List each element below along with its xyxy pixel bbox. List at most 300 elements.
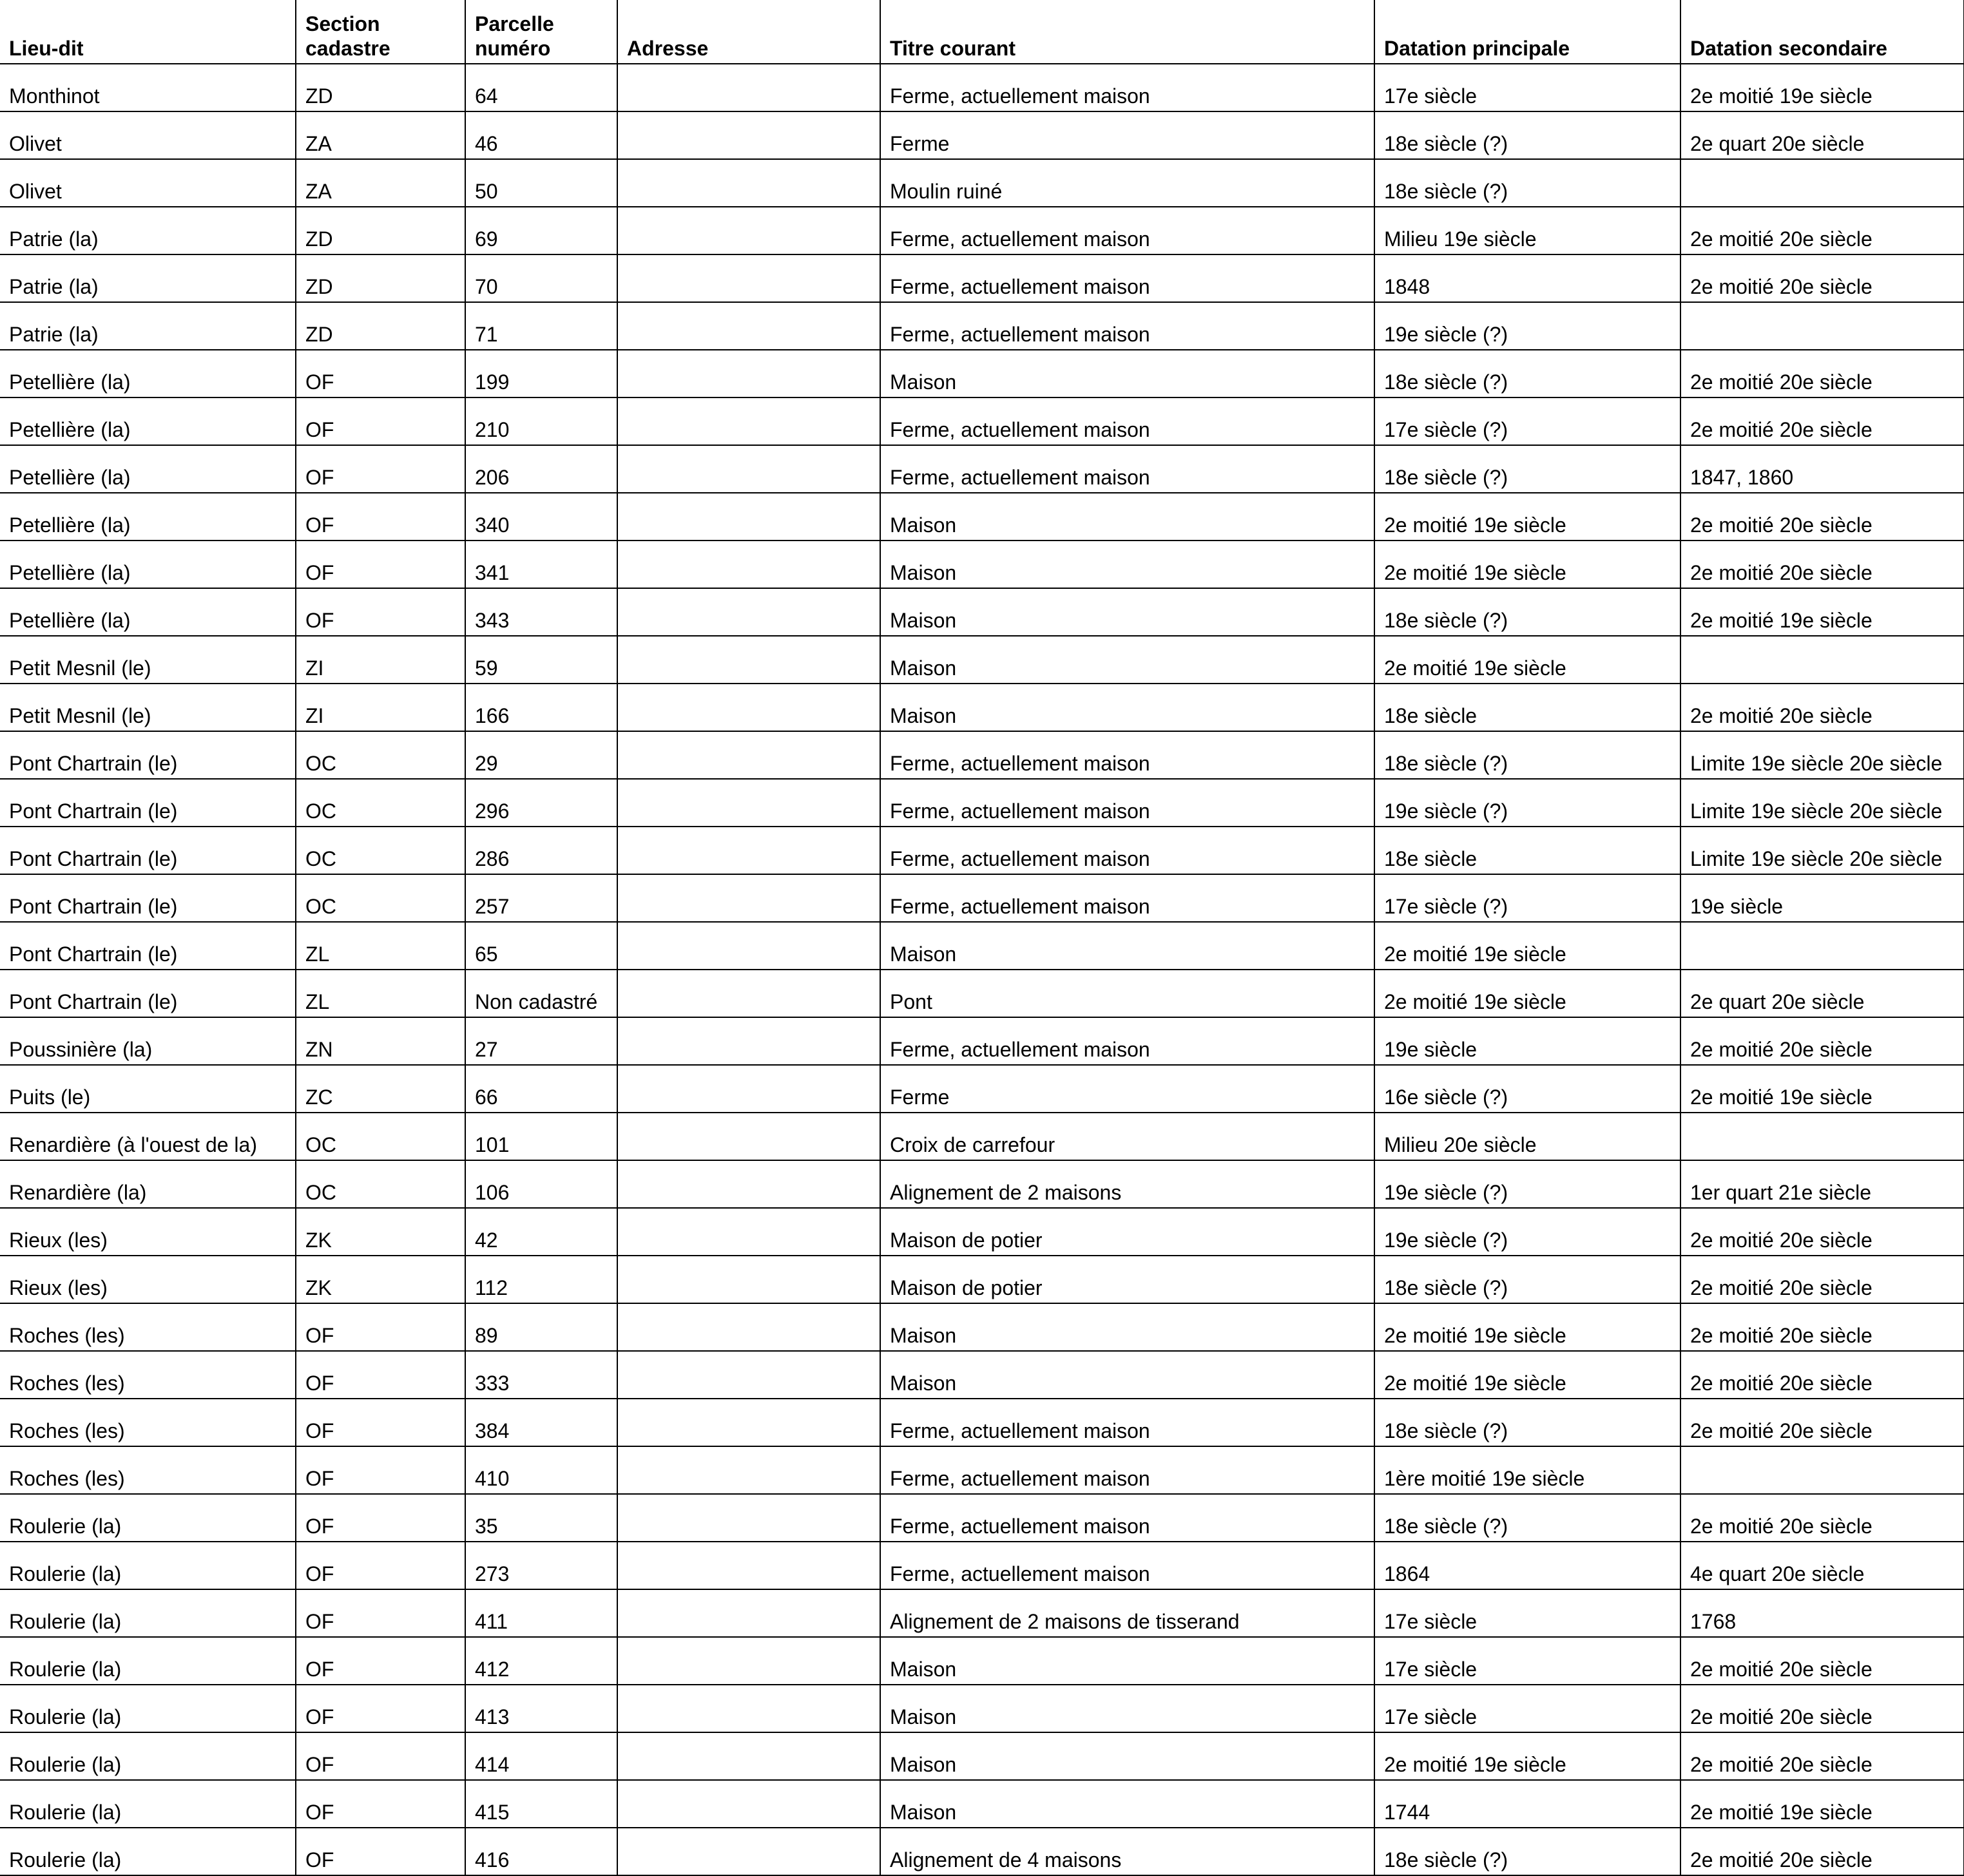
header-lieu-dit: Lieu-dit [0, 0, 296, 64]
table-row [0, 445, 1964, 493]
cell-adresse [617, 684, 880, 731]
cell-datation-principale: 1ère moitié 19e siècle [1374, 1446, 1680, 1494]
cell-titre: Alignement de 4 maisons [880, 1828, 1374, 1875]
cell-datation-principale: 18e siècle (?) [1374, 445, 1680, 493]
cell-section: ZC [296, 1065, 465, 1113]
cell-section: ZK [296, 1208, 465, 1256]
cell-datation-secondaire: 19e siècle [1680, 874, 1964, 922]
cell-parcelle: 112 [465, 1256, 617, 1303]
cell-titre: Ferme, actuellement maison [880, 1542, 1374, 1589]
cell-lieu-dit: Pont Chartrain (le) [0, 874, 296, 922]
table-row [0, 1780, 1964, 1828]
cell-titre: Maison [880, 541, 1374, 588]
cell-datation-principale: 2e moitié 19e siècle [1374, 922, 1680, 970]
cell-titre: Moulin ruiné [880, 159, 1374, 207]
cell-lieu-dit: Roches (les) [0, 1446, 296, 1494]
cell-parcelle: 210 [465, 397, 617, 445]
cell-section: OF [296, 1732, 465, 1780]
cell-section: ZL [296, 970, 465, 1017]
cell-parcelle: 46 [465, 111, 617, 159]
cell-section: ZL [296, 922, 465, 970]
cell-lieu-dit: Pont Chartrain (le) [0, 779, 296, 827]
cell-titre: Maison [880, 588, 1374, 636]
cell-titre: Maison [880, 1351, 1374, 1399]
cell-datation-principale: 2e moitié 19e siècle [1374, 493, 1680, 541]
table-row [0, 397, 1964, 445]
cell-adresse [617, 1208, 880, 1256]
cell-lieu-dit: Petit Mesnil (le) [0, 684, 296, 731]
table-row [0, 1828, 1964, 1875]
cell-parcelle: 412 [465, 1637, 617, 1685]
cell-titre: Ferme, actuellement maison [880, 302, 1374, 350]
cell-adresse [617, 1732, 880, 1780]
cell-datation-principale: 1864 [1374, 1542, 1680, 1589]
cell-adresse [617, 779, 880, 827]
cell-parcelle: 411 [465, 1589, 617, 1637]
header-titre-courant: Titre courant [880, 0, 1374, 64]
cell-datation-principale: 19e siècle [1374, 1017, 1680, 1065]
cell-adresse [617, 1303, 880, 1351]
header-adresse: Adresse [617, 0, 880, 64]
cell-adresse [617, 111, 880, 159]
cell-datation-secondaire: 2e moitié 20e siècle [1680, 1351, 1964, 1399]
cell-parcelle: 106 [465, 1160, 617, 1208]
cell-section: OF [296, 1780, 465, 1828]
cell-adresse [617, 922, 880, 970]
cell-titre: Ferme, actuellement maison [880, 207, 1374, 254]
table-row [0, 493, 1964, 541]
cell-adresse [617, 1256, 880, 1303]
table-row [0, 302, 1964, 350]
cell-section: ZD [296, 254, 465, 302]
cell-datation-secondaire: 2e moitié 20e siècle [1680, 1828, 1964, 1875]
cell-parcelle: 341 [465, 541, 617, 588]
cell-lieu-dit: Patrie (la) [0, 302, 296, 350]
cell-section: ZI [296, 684, 465, 731]
cell-datation-principale: 2e moitié 19e siècle [1374, 970, 1680, 1017]
cell-section: OC [296, 1113, 465, 1160]
cell-adresse [617, 1685, 880, 1732]
cell-datation-secondaire: 2e moitié 20e siècle [1680, 1732, 1964, 1780]
cell-datation-principale: 18e siècle (?) [1374, 1494, 1680, 1542]
table-row [0, 64, 1964, 111]
cell-adresse [617, 1113, 880, 1160]
cell-titre: Ferme [880, 1065, 1374, 1113]
cell-section: OF [296, 350, 465, 397]
cell-datation-principale: 2e moitié 19e siècle [1374, 636, 1680, 684]
header-section-cadastre: Section cadastre [296, 0, 465, 64]
table-row [0, 1351, 1964, 1399]
cell-adresse [617, 350, 880, 397]
cell-adresse [617, 1780, 880, 1828]
cell-parcelle: 69 [465, 207, 617, 254]
cell-parcelle: 66 [465, 1065, 617, 1113]
cell-datation-secondaire: 4e quart 20e siècle [1680, 1542, 1964, 1589]
cell-section: OF [296, 1637, 465, 1685]
cell-datation-secondaire [1680, 1446, 1964, 1494]
cell-datation-secondaire: 2e moitié 19e siècle [1680, 1780, 1964, 1828]
cell-parcelle: 343 [465, 588, 617, 636]
cell-datation-principale: 18e siècle (?) [1374, 1828, 1680, 1875]
cell-section: OF [296, 541, 465, 588]
cell-adresse [617, 1065, 880, 1113]
cell-section: OF [296, 1399, 465, 1446]
cell-lieu-dit: Olivet [0, 159, 296, 207]
cell-datation-secondaire: Limite 19e siècle 20e siècle [1680, 827, 1964, 874]
cell-lieu-dit: Petellière (la) [0, 493, 296, 541]
cell-lieu-dit: Roches (les) [0, 1351, 296, 1399]
cell-lieu-dit: Pont Chartrain (le) [0, 731, 296, 779]
table-row [0, 779, 1964, 827]
cell-section: ZD [296, 64, 465, 111]
cell-adresse [617, 1828, 880, 1875]
cell-section: OC [296, 779, 465, 827]
cell-titre: Maison [880, 1685, 1374, 1732]
cell-parcelle: 89 [465, 1303, 617, 1351]
table-row [0, 541, 1964, 588]
cell-titre: Ferme, actuellement maison [880, 64, 1374, 111]
header-datation-secondaire: Datation secondaire [1680, 0, 1964, 64]
cell-datation-principale: 1744 [1374, 1780, 1680, 1828]
cell-section: ZN [296, 1017, 465, 1065]
cell-datation-principale: 17e siècle [1374, 1685, 1680, 1732]
cell-adresse [617, 827, 880, 874]
cell-datation-principale: 2e moitié 19e siècle [1374, 1351, 1680, 1399]
cell-lieu-dit: Petellière (la) [0, 397, 296, 445]
cell-datation-principale: 17e siècle (?) [1374, 874, 1680, 922]
cell-adresse [617, 636, 880, 684]
cell-adresse [617, 159, 880, 207]
cell-datation-secondaire: 2e moitié 20e siècle [1680, 1017, 1964, 1065]
cell-lieu-dit: Petellière (la) [0, 350, 296, 397]
cell-lieu-dit: Roulerie (la) [0, 1685, 296, 1732]
cell-adresse [617, 874, 880, 922]
table-row [0, 1446, 1964, 1494]
cell-lieu-dit: Roches (les) [0, 1303, 296, 1351]
table-row [0, 1732, 1964, 1780]
table-row [0, 1017, 1964, 1065]
cell-datation-principale: 18e siècle (?) [1374, 731, 1680, 779]
cell-section: OF [296, 1446, 465, 1494]
cell-parcelle: 413 [465, 1685, 617, 1732]
cell-adresse [617, 1160, 880, 1208]
cell-datation-principale: 18e siècle [1374, 684, 1680, 731]
table-row [0, 1685, 1964, 1732]
table-row [0, 970, 1964, 1017]
table-row [0, 1160, 1964, 1208]
cell-datation-principale: 19e siècle (?) [1374, 1160, 1680, 1208]
cell-adresse [617, 1542, 880, 1589]
cell-datation-secondaire: 2e quart 20e siècle [1680, 111, 1964, 159]
cell-datation-principale: 18e siècle (?) [1374, 588, 1680, 636]
header-parcelle-numero: Parcelle numéro [465, 0, 617, 64]
cell-parcelle: 42 [465, 1208, 617, 1256]
cell-datation-secondaire: 2e moitié 20e siècle [1680, 397, 1964, 445]
cell-titre: Maison [880, 636, 1374, 684]
table-row [0, 1113, 1964, 1160]
cell-section: ZA [296, 111, 465, 159]
cell-titre: Maison [880, 1637, 1374, 1685]
cell-datation-secondaire [1680, 1113, 1964, 1160]
cell-titre: Ferme [880, 111, 1374, 159]
table-row [0, 874, 1964, 922]
cell-lieu-dit: Roches (les) [0, 1399, 296, 1446]
cell-datation-principale: 18e siècle (?) [1374, 350, 1680, 397]
cell-datation-principale: 2e moitié 19e siècle [1374, 1303, 1680, 1351]
table-header [0, 0, 1964, 64]
cell-adresse [617, 1589, 880, 1637]
cell-lieu-dit: Roulerie (la) [0, 1542, 296, 1589]
cell-section: OC [296, 827, 465, 874]
cell-datation-secondaire [1680, 159, 1964, 207]
cell-titre: Ferme, actuellement maison [880, 731, 1374, 779]
cell-lieu-dit: Roulerie (la) [0, 1494, 296, 1542]
cell-section: ZD [296, 207, 465, 254]
cell-titre: Ferme, actuellement maison [880, 1446, 1374, 1494]
cell-datation-secondaire [1680, 302, 1964, 350]
cell-parcelle: 65 [465, 922, 617, 970]
cell-lieu-dit: Roulerie (la) [0, 1732, 296, 1780]
table-row [0, 636, 1964, 684]
cell-datation-principale: 18e siècle (?) [1374, 1256, 1680, 1303]
table-row [0, 1494, 1964, 1542]
cell-parcelle: 340 [465, 493, 617, 541]
cell-parcelle: 59 [465, 636, 617, 684]
cell-titre: Maison [880, 493, 1374, 541]
cell-parcelle: 333 [465, 1351, 617, 1399]
cell-datation-principale: 2e moitié 19e siècle [1374, 541, 1680, 588]
cell-titre: Maison [880, 1780, 1374, 1828]
cell-parcelle: 410 [465, 1446, 617, 1494]
cell-adresse [617, 1399, 880, 1446]
cell-lieu-dit: Petellière (la) [0, 541, 296, 588]
cell-datation-secondaire: 2e moitié 20e siècle [1680, 1685, 1964, 1732]
cell-adresse [617, 397, 880, 445]
cell-datation-secondaire: 2e moitié 20e siècle [1680, 493, 1964, 541]
cell-adresse [617, 1017, 880, 1065]
table-row [0, 207, 1964, 254]
cell-titre: Alignement de 2 maisons [880, 1160, 1374, 1208]
cell-datation-secondaire: 2e moitié 20e siècle [1680, 1256, 1964, 1303]
cell-lieu-dit: Renardière (à l'ouest de la) [0, 1113, 296, 1160]
cell-parcelle: 414 [465, 1732, 617, 1780]
cell-section: OF [296, 1303, 465, 1351]
cell-datation-principale: 17e siècle [1374, 1637, 1680, 1685]
table-row [0, 588, 1964, 636]
cell-datation-principale: 19e siècle (?) [1374, 302, 1680, 350]
cell-titre: Croix de carrefour [880, 1113, 1374, 1160]
cell-lieu-dit: Pont Chartrain (le) [0, 922, 296, 970]
cell-datation-principale: Milieu 20e siècle [1374, 1113, 1680, 1160]
cell-section: OF [296, 397, 465, 445]
cell-section: ZA [296, 159, 465, 207]
cell-datation-principale: 2e moitié 19e siècle [1374, 1732, 1680, 1780]
cell-section: OF [296, 1589, 465, 1637]
cell-datation-secondaire: 2e moitié 19e siècle [1680, 64, 1964, 111]
cell-titre: Ferme, actuellement maison [880, 827, 1374, 874]
cell-parcelle: 384 [465, 1399, 617, 1446]
cell-section: OC [296, 874, 465, 922]
cell-titre: Maison de potier [880, 1256, 1374, 1303]
cell-parcelle: Non cadastré [465, 970, 617, 1017]
cell-titre: Alignement de 2 maisons de tisserand [880, 1589, 1374, 1637]
cell-parcelle: 296 [465, 779, 617, 827]
cell-lieu-dit: Petit Mesnil (le) [0, 636, 296, 684]
cell-titre: Ferme, actuellement maison [880, 254, 1374, 302]
cell-adresse [617, 207, 880, 254]
cell-datation-secondaire: 2e moitié 20e siècle [1680, 350, 1964, 397]
cell-lieu-dit: Patrie (la) [0, 207, 296, 254]
cell-datation-secondaire: 1er quart 21e siècle [1680, 1160, 1964, 1208]
cell-titre: Ferme, actuellement maison [880, 397, 1374, 445]
cell-datation-principale: 18e siècle (?) [1374, 1399, 1680, 1446]
cell-datation-secondaire: 2e moitié 20e siècle [1680, 541, 1964, 588]
cell-parcelle: 206 [465, 445, 617, 493]
cell-section: OF [296, 1351, 465, 1399]
cell-titre: Ferme, actuellement maison [880, 1494, 1374, 1542]
cell-adresse [617, 588, 880, 636]
cell-lieu-dit: Roulerie (la) [0, 1780, 296, 1828]
cell-titre: Ferme, actuellement maison [880, 1399, 1374, 1446]
cell-parcelle: 166 [465, 684, 617, 731]
cell-datation-secondaire: 2e moitié 20e siècle [1680, 254, 1964, 302]
table-row [0, 1208, 1964, 1256]
cell-datation-secondaire: 2e moitié 19e siècle [1680, 588, 1964, 636]
cell-section: OF [296, 1685, 465, 1732]
cell-lieu-dit: Roulerie (la) [0, 1589, 296, 1637]
table-row [0, 1256, 1964, 1303]
cell-lieu-dit: Petellière (la) [0, 588, 296, 636]
table-row [0, 254, 1964, 302]
cell-lieu-dit: Roulerie (la) [0, 1637, 296, 1685]
cell-titre: Maison [880, 922, 1374, 970]
cell-lieu-dit: Roulerie (la) [0, 1828, 296, 1875]
table-row [0, 1589, 1964, 1637]
cell-adresse [617, 541, 880, 588]
cell-datation-principale: 1848 [1374, 254, 1680, 302]
cell-parcelle: 29 [465, 731, 617, 779]
cell-adresse [617, 970, 880, 1017]
cell-section: ZD [296, 302, 465, 350]
cell-lieu-dit: Rieux (les) [0, 1256, 296, 1303]
cell-adresse [617, 1351, 880, 1399]
cell-lieu-dit: Renardière (la) [0, 1160, 296, 1208]
cell-section: OC [296, 731, 465, 779]
cell-parcelle: 101 [465, 1113, 617, 1160]
cell-parcelle: 71 [465, 302, 617, 350]
cell-parcelle: 286 [465, 827, 617, 874]
cell-titre: Maison [880, 350, 1374, 397]
cell-lieu-dit: Olivet [0, 111, 296, 159]
cell-datation-secondaire: 1768 [1680, 1589, 1964, 1637]
table-row [0, 827, 1964, 874]
cell-parcelle: 415 [465, 1780, 617, 1828]
cell-datation-principale: 19e siècle (?) [1374, 779, 1680, 827]
cell-parcelle: 273 [465, 1542, 617, 1589]
cell-titre: Ferme, actuellement maison [880, 874, 1374, 922]
cell-lieu-dit: Monthinot [0, 64, 296, 111]
cell-lieu-dit: Poussinière (la) [0, 1017, 296, 1065]
cell-lieu-dit: Pont Chartrain (le) [0, 827, 296, 874]
cell-datation-principale: Milieu 19e siècle [1374, 207, 1680, 254]
cell-titre: Ferme, actuellement maison [880, 779, 1374, 827]
cell-datation-principale: 19e siècle (?) [1374, 1208, 1680, 1256]
cell-titre: Maison [880, 684, 1374, 731]
cell-datation-secondaire: 2e moitié 20e siècle [1680, 1208, 1964, 1256]
cell-adresse [617, 1494, 880, 1542]
cell-datation-secondaire: 2e quart 20e siècle [1680, 970, 1964, 1017]
header-datation-principale: Datation principale [1374, 0, 1680, 64]
cell-titre: Maison [880, 1303, 1374, 1351]
cell-section: OF [296, 493, 465, 541]
cell-section: OC [296, 1160, 465, 1208]
cell-adresse [617, 1637, 880, 1685]
cell-section: OF [296, 588, 465, 636]
cell-titre: Maison de potier [880, 1208, 1374, 1256]
cell-titre: Ferme, actuellement maison [880, 1017, 1374, 1065]
cell-adresse [617, 731, 880, 779]
cell-parcelle: 35 [465, 1494, 617, 1542]
cell-datation-secondaire: 2e moitié 20e siècle [1680, 1303, 1964, 1351]
cell-datation-principale: 18e siècle (?) [1374, 159, 1680, 207]
cell-datation-secondaire: 2e moitié 20e siècle [1680, 207, 1964, 254]
cell-lieu-dit: Rieux (les) [0, 1208, 296, 1256]
table-row [0, 684, 1964, 731]
cell-datation-principale: 16e siècle (?) [1374, 1065, 1680, 1113]
cell-datation-secondaire: 2e moitié 20e siècle [1680, 1494, 1964, 1542]
cell-section: OF [296, 1494, 465, 1542]
table-row [0, 1637, 1964, 1685]
cell-datation-principale: 17e siècle [1374, 64, 1680, 111]
cell-section: ZK [296, 1256, 465, 1303]
cell-section: OF [296, 1542, 465, 1589]
cell-adresse [617, 493, 880, 541]
cell-lieu-dit: Pont Chartrain (le) [0, 970, 296, 1017]
cell-datation-principale: 18e siècle [1374, 827, 1680, 874]
cell-datation-principale: 18e siècle (?) [1374, 111, 1680, 159]
table-body [0, 64, 1964, 1875]
table-row [0, 1399, 1964, 1446]
cell-datation-secondaire: 2e moitié 20e siècle [1680, 1637, 1964, 1685]
table-row [0, 1065, 1964, 1113]
cell-adresse [617, 254, 880, 302]
cell-titre: Maison [880, 1732, 1374, 1780]
cell-datation-secondaire: Limite 19e siècle 20e siècle [1680, 779, 1964, 827]
cell-datation-secondaire: 2e moitié 20e siècle [1680, 1399, 1964, 1446]
table-row [0, 1542, 1964, 1589]
cell-adresse [617, 445, 880, 493]
cell-datation-secondaire: 2e moitié 20e siècle [1680, 684, 1964, 731]
table-row [0, 1303, 1964, 1351]
cell-section: OF [296, 445, 465, 493]
cell-adresse [617, 64, 880, 111]
cell-datation-principale: 17e siècle [1374, 1589, 1680, 1637]
cell-parcelle: 64 [465, 64, 617, 111]
table-row [0, 159, 1964, 207]
header-row [0, 0, 1964, 64]
table-row [0, 350, 1964, 397]
table-row [0, 922, 1964, 970]
cell-adresse [617, 302, 880, 350]
cell-parcelle: 199 [465, 350, 617, 397]
cell-parcelle: 70 [465, 254, 617, 302]
table-row [0, 111, 1964, 159]
cell-lieu-dit: Puits (le) [0, 1065, 296, 1113]
cell-parcelle: 27 [465, 1017, 617, 1065]
cell-datation-secondaire: Limite 19e siècle 20e siècle [1680, 731, 1964, 779]
cell-datation-secondaire: 2e moitié 19e siècle [1680, 1065, 1964, 1113]
cell-parcelle: 416 [465, 1828, 617, 1875]
